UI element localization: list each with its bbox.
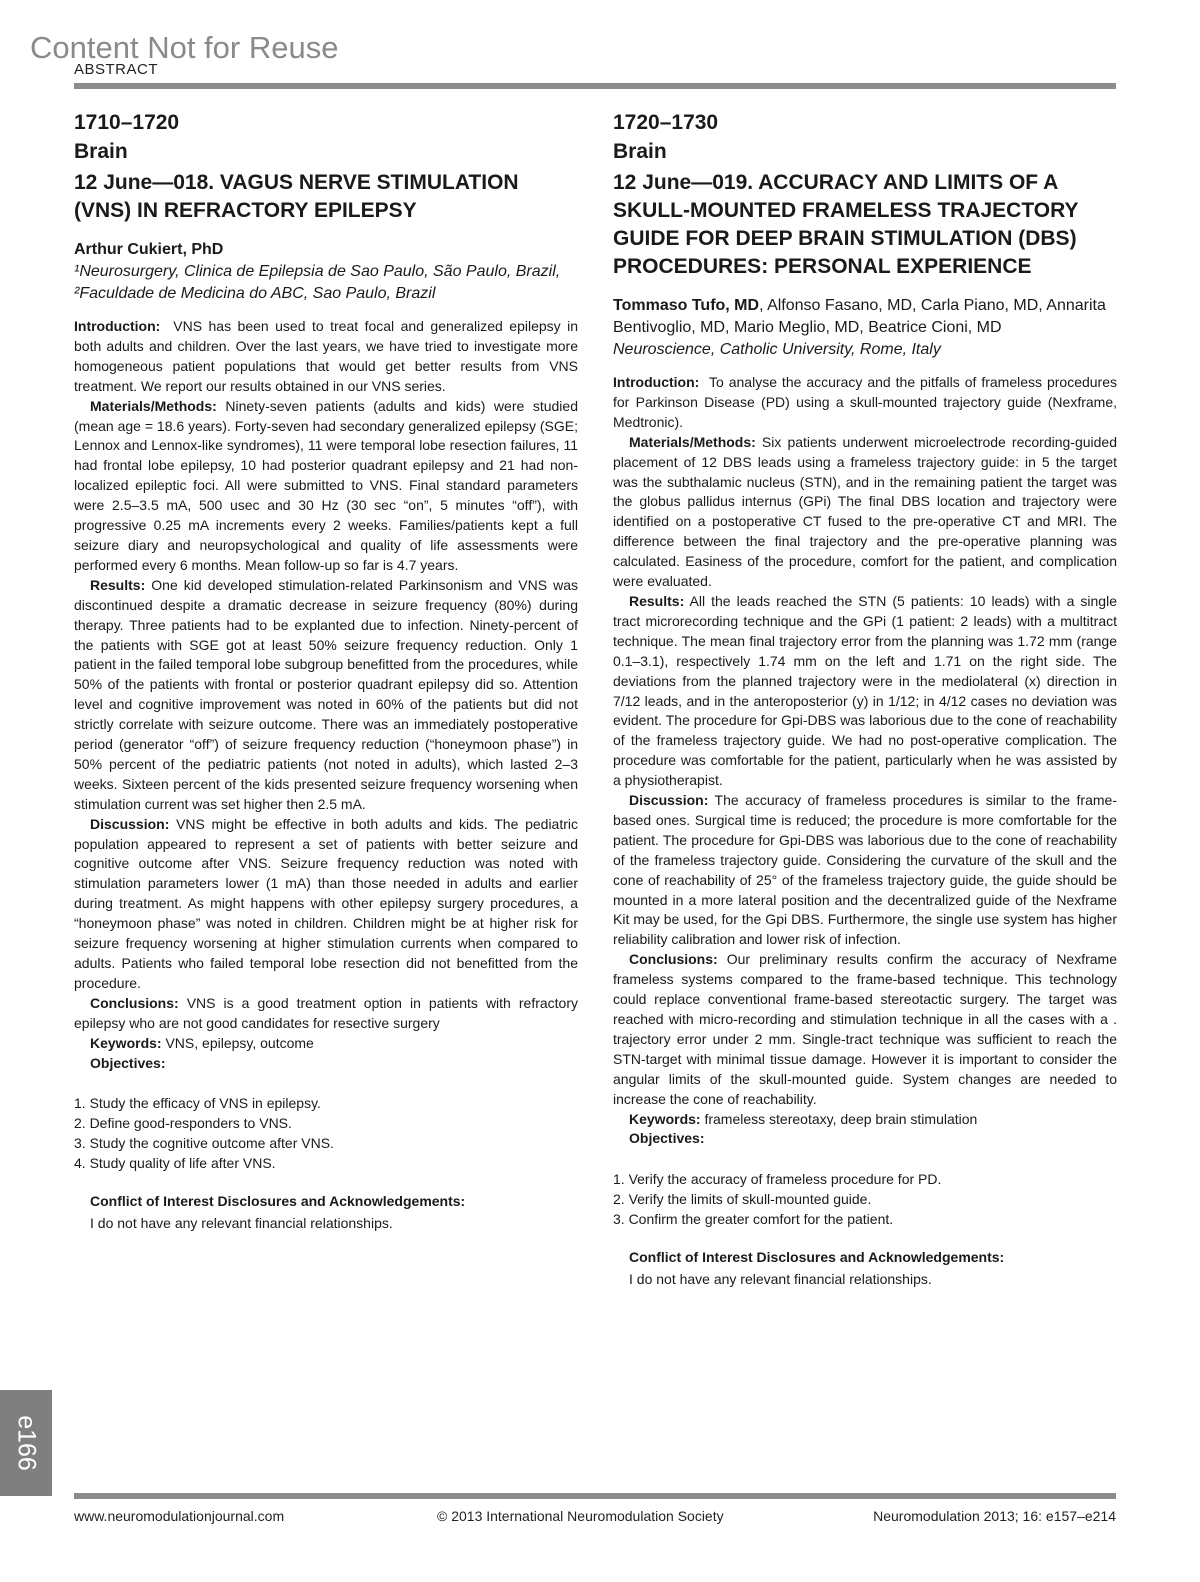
conclusions-heading: Conclusions: — [90, 994, 179, 1011]
section-label: ABSTRACT — [74, 61, 159, 78]
methods-paragraph — [74, 397, 578, 576]
affiliation-2: ²Faculdade de Medicina do ABC, Sao Paulo, Brazil — [74, 285, 436, 302]
abstract-right — [613, 108, 1117, 1289]
bottom-rule — [74, 1493, 1116, 1499]
keywords-text: VNS, epilepsy, outcome — [165, 1034, 314, 1051]
session-time: 1720–1730 — [613, 111, 719, 134]
conclusions-paragraph — [74, 994, 578, 1034]
objectives-list — [613, 1169, 1117, 1229]
keywords-heading: Keywords: — [629, 1110, 701, 1127]
authors — [613, 295, 1117, 339]
affiliations — [74, 261, 578, 305]
top-rule — [74, 83, 1116, 89]
intro-paragraph — [613, 373, 1117, 433]
conclusions-heading: Conclusions: — [629, 951, 718, 968]
conclusions-paragraph — [613, 950, 1117, 1109]
objective-item: 3. Confirm the greater comfort for the patient. — [613, 1211, 894, 1228]
keywords-heading: Keywords: — [90, 1034, 162, 1051]
methods-text: Ninety-seven patients (adults and kids) were studied (mean age = 18.6 years). Forty-seven had secondary generalized epilepsy (SGE; Lennox and Lennox-like syndromes), 11 were temporal lobe resection failures, 11 had frontal lobe epilepsy, 10 had posterior quadrant epilepsy and 21 had non-localized epileptic foci. All were submitted to VNS. Final standard parameters were 2.5–3.5 mA, 500 usec and 30 Hz (30 sec “on”, 5 minutes “off”), with progressive 0.25 mA increments every 2 weeks. Families/patients kept a full seizure diary and neuropsychological and quality of life assessments were performed every 6 months. Mean follow-up so far is 4.7 years. — [74, 397, 578, 573]
footer-website: www.neuromodulationjournal.com — [74, 1508, 285, 1524]
intro-heading: Introduction: — [613, 374, 700, 390]
abstract-title: 12 June—019. ACCURACY AND LIMITS OF A SKULL-MOUNTED FRAMELESS TRAJECTORY GUIDE FOR DEEP BRAIN STIMULATION (DBS) PROCEDURES: PERSONAL EXPERIENCE — [613, 171, 1079, 278]
keywords-paragraph — [613, 1110, 1117, 1130]
discussion-text: The accuracy of frameless procedures is similar to the frame-based ones. Surgical time is reduced; the procedure is more comfortable for the patient. The procedure for Gpi-DBS was laborious due to the cone of reachability of the frameless trajectory guide. Considering the curvature of the skull and the cone of reachability of 25° of the frameless trajectory guide, the guide should be mounted in a more lateral position and the decentralized guide of the Nexframe Kit may be used, for the Gpi DBS. Furthermore, the single use system has higher reliability calibration and lower risk of infection. — [613, 792, 1117, 948]
watermark: Content Not for Reuse — [30, 30, 339, 65]
affiliation-1: ¹Neurosurgery, Clinica de Epilepsia de Sao Paulo, São Paulo, Brazil, — [74, 263, 561, 280]
affiliation-1: Neuroscience, Catholic University, Rome, Italy — [613, 341, 941, 358]
lead-author: Arthur Cukiert, PhD — [74, 241, 224, 258]
results-paragraph — [74, 576, 578, 815]
objectives-heading-line — [74, 1054, 578, 1074]
abstract-title: 12 June—018. VAGUS NERVE STIMULATION (VNS) IN REFRACTORY EPILEPSY — [74, 171, 519, 222]
coi-text: I do not have any relevant financial relationships. — [90, 1215, 393, 1232]
methods-heading: Materials/Methods: — [629, 433, 756, 450]
keywords-paragraph — [74, 1034, 578, 1054]
results-paragraph — [613, 592, 1117, 791]
co-authors: , Alfonso Fasano, MD, Carla Piano, MD, Annarita Bentivoglio, MD, Mario Meglio, MD, Beatrice Cioni, MD — [613, 297, 1106, 336]
lead-author: Tommaso Tufo, MD — [613, 297, 760, 314]
discussion-heading: Discussion: — [629, 792, 709, 809]
results-heading: Results: — [629, 592, 685, 609]
abstract-body — [74, 317, 578, 1073]
objectives-heading: Objectives: — [90, 1054, 166, 1071]
session-topic: Brain — [74, 140, 128, 163]
conclusions-text: Our preliminary results confirm the accuracy of Nexframe frameless systems compared to the frame-based technique. This technology could replace conventional frame-based stereotactic surgery. The target was reached with micro-recording and stimulation technique in all the cases with a . trajectory error under 2 mm. Single-tract technique was sufficient to reach the STN-target with minimal tissue damage. However it is important to consider the angular limits of the skull-mounted guide. System changes are needed to increase the cone of reachability. — [613, 951, 1118, 1107]
session-topic: Brain — [613, 140, 667, 163]
page-number: e166 — [12, 1415, 41, 1471]
results-heading: Results: — [90, 576, 146, 593]
objectives-heading: Objectives: — [629, 1130, 705, 1147]
coi-text: I do not have any relevant financial relationships. — [629, 1271, 932, 1288]
intro-heading: Introduction: — [74, 318, 161, 334]
abstract-body — [613, 373, 1117, 1149]
intro-text: To analyse the accuracy and the pitfalls of frameless procedures for Parkinson Disease (PD) using a skull-mounted trajectory guide (Nexframe, Medtronic). — [613, 374, 1118, 430]
discussion-heading: Discussion: — [90, 815, 170, 832]
objective-item: 2. Verify the limits of skull-mounted guide. — [613, 1191, 872, 1208]
objective-item: 1. Study the efficacy of VNS in epilepsy. — [74, 1095, 321, 1112]
objectives-list — [74, 1093, 578, 1173]
footer-citation: Neuromodulation 2013; 16: e157–e214 — [873, 1508, 1116, 1524]
objective-item: 3. Study the cognitive outcome after VNS. — [74, 1135, 334, 1152]
authors — [74, 239, 578, 261]
results-text: One kid developed stimulation-related Parkinsonism and VNS was discontinued despite a dramatic decrease in seizure frequency (80%) during therapy. Three patients had to be explanted due to infection. Ninety-percent of the patients with SGE got at least 50% seizure frequency reduction. Only 1 patient in the failed temporal lobe subgroup benefitted from the procedures, while 50% of the patients with frontal or posterior quadrant epilepsy did so. Attention level and cognitive improvement was noted in 60% of the patients but did not strictly correlate with seizure outcome. There was an immediately postoperative period (generator “off”) of seizure frequency reduction (“honeymoon phase”) in 50% percent of the pediatric patients (not noted in adults), which lasted 2–3 weeks. Sixteen percent of the kids presented seizure frequency worsening when stimulation current was set higher then 2.5 mA. — [74, 576, 579, 812]
discussion-paragraph — [613, 791, 1117, 950]
coi-heading: Conflict of Interest Disclosures and Acknowledgements: — [629, 1249, 1005, 1266]
conclusions-text: VNS is a good treatment option in patients with refractory epilepsy who are not good candidates for resective surgery — [74, 994, 578, 1031]
methods-paragraph — [613, 433, 1117, 592]
intro-paragraph — [74, 317, 578, 397]
coi-heading: Conflict of Interest Disclosures and Acknowledgements: — [90, 1193, 466, 1210]
objective-item: 1. Verify the accuracy of frameless procedure for PD. — [613, 1171, 942, 1188]
objective-item: 2. Define good-responders to VNS. — [74, 1115, 292, 1132]
affiliations — [613, 339, 1117, 361]
discussion-paragraph — [74, 815, 578, 994]
footer-copyright: © 2013 International Neuromodulation Society — [437, 1508, 724, 1524]
page-number-tab — [0, 1390, 52, 1496]
methods-heading: Materials/Methods: — [90, 397, 217, 414]
abstract-left — [74, 108, 578, 1233]
intro-text: VNS has been used to treat focal and generalized epilepsy in both adults and children. Over the last years, we have tried to investigate more homogeneous patient populations that would get better results from VNS treatment. We report our results obtained in our VNS series. — [74, 318, 579, 394]
objectives-heading-line — [613, 1129, 1117, 1149]
objective-item: 4. Study quality of life after VNS. — [74, 1155, 276, 1172]
discussion-text: VNS might be effective in both adults and kids. The pediatric population appeared to represent a set of patients with better seizure and cognitive outcome after VNS. Seizure frequency reduction was noted with stimulation parameters lower (1 mA) than those needed in adults and earlier during treatment. As might happens with other epilepsy surgery procedures, a “honeymoon phase” was noted in children. Children might be at higher risk for seizure frequency worsening at higher stimulation currents when compared to adults. Patients who failed temporal lobe resection did not benefitted from the procedure. — [74, 815, 578, 991]
results-text: All the leads reached the STN (5 patients: 10 leads) with a single tract microrecording technique and the GPi (1 patient: 2 leads) with a multitract technique. The mean final trajectory error from the planning was 1.72 mm (range 0.1–3.1), respectively 1.74 mm on the left and 1.71 on the right side. The deviations from the planned trajectory were in the mediolateral (x) direction in 7/12 leads, and in the anteroposterior (y) in 1/12; in 4/12 cases no deviation was evident. The procedure for Gpi-DBS was laborious due to the cone of reachability of the frameless trajectory guide. We had no post-operative complication. The procedure was comfortable for the patient, particularly when he was assisted by a physiotherapist. — [613, 592, 1117, 789]
methods-text: Six patients underwent microelectrode recording-guided placement of 12 DBS leads using a frameless trajectory guide: in 5 the target was the subthalamic nucleus (STN), and in the remaining patient the target was the globus pallidus internus (GPi) The final DBS location and trajectory were identified on a postoperative CT fused to the pre-operative CT and MRI. The difference between the final trajectory and the pre-operative planning was calculated. Easiness of the procedure, comfort for the patient, and complication were evaluated. — [613, 433, 1117, 590]
session-time: 1710–1720 — [74, 111, 180, 134]
keywords-text: frameless stereotaxy, deep brain stimulation — [704, 1110, 978, 1127]
